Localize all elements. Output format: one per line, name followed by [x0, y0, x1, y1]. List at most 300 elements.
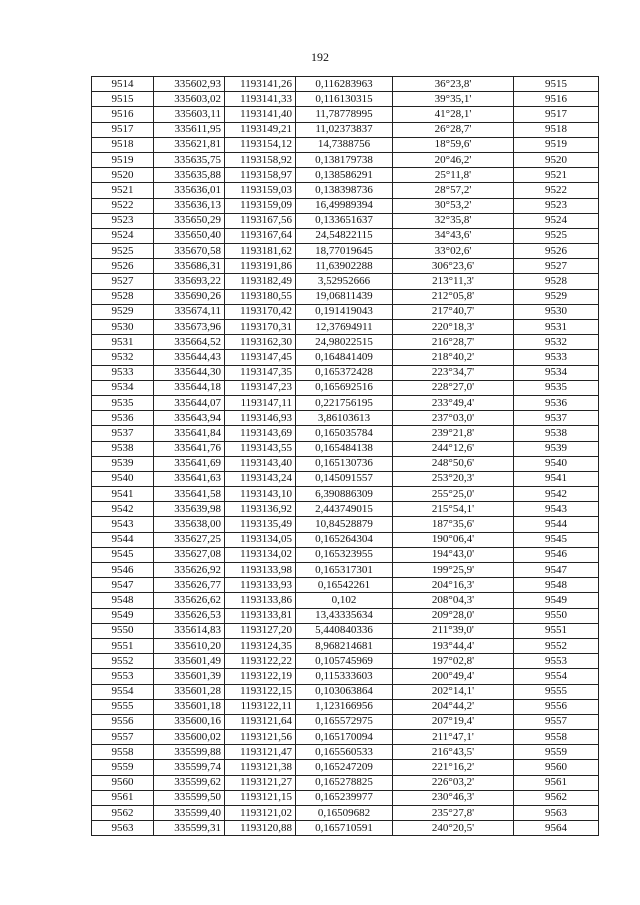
distance-cell: 3,86103613	[296, 411, 393, 426]
y-coordinate-cell: 1193158,92	[225, 152, 296, 167]
y-coordinate-cell: 1193191,86	[225, 259, 296, 274]
next-point-cell: 9545	[514, 532, 599, 547]
point-number-cell: 9541	[92, 487, 154, 502]
x-coordinate-cell: 335641,84	[154, 426, 225, 441]
bearing-cell: 212°05,8'	[393, 289, 514, 304]
x-coordinate-cell: 335664,52	[154, 335, 225, 350]
bearing-cell: 197°02,8'	[393, 654, 514, 669]
table-row	[92, 228, 599, 243]
y-coordinate-cell: 1193147,11	[225, 395, 296, 410]
table-row	[92, 775, 599, 790]
y-coordinate-cell: 1193159,03	[225, 183, 296, 198]
point-number-cell: 9561	[92, 790, 154, 805]
bearing-cell: 193°44,4'	[393, 638, 514, 653]
bearing-cell: 33°02,6'	[393, 244, 514, 259]
next-point-cell: 9547	[514, 563, 599, 578]
table-row	[92, 274, 599, 289]
next-point-cell: 9524	[514, 213, 599, 228]
y-coordinate-cell: 1193182,49	[225, 274, 296, 289]
table-row	[92, 638, 599, 653]
table-row	[92, 320, 599, 335]
point-number-cell: 9536	[92, 411, 154, 426]
next-point-cell: 9528	[514, 274, 599, 289]
table-row	[92, 198, 599, 213]
next-point-cell: 9557	[514, 714, 599, 729]
next-point-cell: 9537	[514, 411, 599, 426]
distance-cell: 12,37694911	[296, 320, 393, 335]
bearing-cell: 41°28,1'	[393, 107, 514, 122]
table-row	[92, 714, 599, 729]
table-row	[92, 411, 599, 426]
distance-cell: 1,123166956	[296, 699, 393, 714]
x-coordinate-cell: 335601,28	[154, 684, 225, 699]
bearing-cell: 200°49,4'	[393, 669, 514, 684]
table-row	[92, 547, 599, 562]
bearing-cell: 239°21,8'	[393, 426, 514, 441]
bearing-cell: 216°43,5'	[393, 745, 514, 760]
distance-cell: 0,165278825	[296, 775, 393, 790]
table-row	[92, 487, 599, 502]
x-coordinate-cell: 335650,29	[154, 213, 225, 228]
point-number-cell: 9546	[92, 563, 154, 578]
next-point-cell: 9518	[514, 122, 599, 137]
point-number-cell: 9543	[92, 517, 154, 532]
y-coordinate-cell: 1193134,02	[225, 547, 296, 562]
y-coordinate-cell: 1193124,35	[225, 638, 296, 653]
next-point-cell: 9553	[514, 654, 599, 669]
bearing-cell: 204°16,3'	[393, 578, 514, 593]
bearing-cell: 215°54,1'	[393, 502, 514, 517]
next-point-cell: 9559	[514, 745, 599, 760]
next-point-cell: 9521	[514, 168, 599, 183]
point-number-cell: 9516	[92, 107, 154, 122]
distance-cell: 0,221756195	[296, 395, 393, 410]
y-coordinate-cell: 1193122,22	[225, 654, 296, 669]
distance-cell: 3,52952666	[296, 274, 393, 289]
next-point-cell: 9522	[514, 183, 599, 198]
x-coordinate-cell: 335600,16	[154, 714, 225, 729]
x-coordinate-cell: 335638,00	[154, 517, 225, 532]
x-coordinate-cell: 335644,30	[154, 365, 225, 380]
point-number-cell: 9523	[92, 213, 154, 228]
bearing-cell: 235°27,8'	[393, 806, 514, 821]
point-number-cell: 9522	[92, 198, 154, 213]
next-point-cell: 9535	[514, 380, 599, 395]
table-row	[92, 441, 599, 456]
next-point-cell: 9540	[514, 456, 599, 471]
bearing-cell: 202°14,1'	[393, 684, 514, 699]
table-row	[92, 244, 599, 259]
next-point-cell: 9529	[514, 289, 599, 304]
distance-cell: 18,77019645	[296, 244, 393, 259]
y-coordinate-cell: 1193121,15	[225, 790, 296, 805]
x-coordinate-cell: 335599,31	[154, 821, 225, 836]
bearing-cell: 228°27,0'	[393, 380, 514, 395]
table-row	[92, 350, 599, 365]
distance-cell: 0,16509682	[296, 806, 393, 821]
point-number-cell: 9531	[92, 335, 154, 350]
x-coordinate-cell: 335601,49	[154, 654, 225, 669]
y-coordinate-cell: 1193149,21	[225, 122, 296, 137]
bearing-cell: 26°28,7'	[393, 122, 514, 137]
point-number-cell: 9556	[92, 714, 154, 729]
bearing-cell: 218°40,2'	[393, 350, 514, 365]
next-point-cell: 9517	[514, 107, 599, 122]
y-coordinate-cell: 1193121,56	[225, 730, 296, 745]
x-coordinate-cell: 335641,63	[154, 471, 225, 486]
table-row	[92, 92, 599, 107]
y-coordinate-cell: 1193143,69	[225, 426, 296, 441]
next-point-cell: 9539	[514, 441, 599, 456]
point-number-cell: 9554	[92, 684, 154, 699]
point-number-cell: 9534	[92, 380, 154, 395]
point-number-cell: 9517	[92, 122, 154, 137]
point-number-cell: 9538	[92, 441, 154, 456]
distance-cell: 16,49989394	[296, 198, 393, 213]
x-coordinate-cell: 335644,43	[154, 350, 225, 365]
bearing-cell: 190°06,4'	[393, 532, 514, 547]
bearing-cell: 253°20,3'	[393, 471, 514, 486]
bearing-cell: 211°39,0'	[393, 623, 514, 638]
x-coordinate-cell: 335599,74	[154, 760, 225, 775]
y-coordinate-cell: 1193143,24	[225, 471, 296, 486]
distance-cell: 0,165247209	[296, 760, 393, 775]
table-row	[92, 623, 599, 638]
x-coordinate-cell: 335599,50	[154, 790, 225, 805]
distance-cell: 0,164841409	[296, 350, 393, 365]
distance-cell: 0,165560533	[296, 745, 393, 760]
next-point-cell: 9530	[514, 304, 599, 319]
table-row	[92, 137, 599, 152]
bearing-cell: 36°23,8'	[393, 77, 514, 92]
next-point-cell: 9564	[514, 821, 599, 836]
point-number-cell: 9521	[92, 183, 154, 198]
distance-cell: 19,06811439	[296, 289, 393, 304]
x-coordinate-cell: 335603,02	[154, 92, 225, 107]
y-coordinate-cell: 1193121,27	[225, 775, 296, 790]
x-coordinate-cell: 335601,18	[154, 699, 225, 714]
table-row	[92, 289, 599, 304]
bearing-cell: 213°11,3'	[393, 274, 514, 289]
point-number-cell: 9562	[92, 806, 154, 821]
table-row	[92, 669, 599, 684]
point-number-cell: 9551	[92, 638, 154, 653]
y-coordinate-cell: 1193147,35	[225, 365, 296, 380]
table-row	[92, 380, 599, 395]
bearing-cell: 30°53,2'	[393, 198, 514, 213]
distance-cell: 0,165692516	[296, 380, 393, 395]
bearing-cell: 240°20,5'	[393, 821, 514, 836]
next-point-cell: 9546	[514, 547, 599, 562]
distance-cell: 0,165317301	[296, 563, 393, 578]
table-row	[92, 730, 599, 745]
bearing-cell: 211°47,1'	[393, 730, 514, 745]
x-coordinate-cell: 335636,01	[154, 183, 225, 198]
table-row	[92, 578, 599, 593]
x-coordinate-cell: 335636,13	[154, 198, 225, 213]
y-coordinate-cell: 1193162,30	[225, 335, 296, 350]
y-coordinate-cell: 1193122,11	[225, 699, 296, 714]
point-number-cell: 9539	[92, 456, 154, 471]
distance-cell: 11,78778995	[296, 107, 393, 122]
next-point-cell: 9551	[514, 623, 599, 638]
table-row	[92, 517, 599, 532]
next-point-cell: 9534	[514, 365, 599, 380]
table-row	[92, 593, 599, 608]
next-point-cell: 9558	[514, 730, 599, 745]
x-coordinate-cell: 335610,20	[154, 638, 225, 653]
x-coordinate-cell: 335673,96	[154, 320, 225, 335]
next-point-cell: 9544	[514, 517, 599, 532]
x-coordinate-cell: 335611,95	[154, 122, 225, 137]
y-coordinate-cell: 1193135,49	[225, 517, 296, 532]
distance-cell: 24,98022515	[296, 335, 393, 350]
next-point-cell: 9526	[514, 244, 599, 259]
x-coordinate-cell: 335626,92	[154, 563, 225, 578]
point-number-cell: 9542	[92, 502, 154, 517]
bearing-cell: 199°25,9'	[393, 563, 514, 578]
x-coordinate-cell: 335599,88	[154, 745, 225, 760]
next-point-cell: 9561	[514, 775, 599, 790]
x-coordinate-cell: 335626,62	[154, 593, 225, 608]
table-row	[92, 168, 599, 183]
distance-cell: 0,165035784	[296, 426, 393, 441]
coordinates-table-body	[92, 77, 599, 836]
distance-cell: 2,443749015	[296, 502, 393, 517]
y-coordinate-cell: 1193159,09	[225, 198, 296, 213]
y-coordinate-cell: 1193133,93	[225, 578, 296, 593]
y-coordinate-cell: 1193127,20	[225, 623, 296, 638]
table-row	[92, 745, 599, 760]
bearing-cell: 18°59,6'	[393, 137, 514, 152]
next-point-cell: 9519	[514, 137, 599, 152]
bearing-cell: 207°19,4'	[393, 714, 514, 729]
point-number-cell: 9524	[92, 228, 154, 243]
point-number-cell: 9529	[92, 304, 154, 319]
y-coordinate-cell: 1193133,86	[225, 593, 296, 608]
y-coordinate-cell: 1193133,81	[225, 608, 296, 623]
point-number-cell: 9549	[92, 608, 154, 623]
bearing-cell: 233°49,4'	[393, 395, 514, 410]
next-point-cell: 9563	[514, 806, 599, 821]
y-coordinate-cell: 1193141,40	[225, 107, 296, 122]
point-number-cell: 9548	[92, 593, 154, 608]
next-point-cell: 9538	[514, 426, 599, 441]
distance-cell: 0,133651637	[296, 213, 393, 228]
page-number: 192	[311, 50, 329, 64]
x-coordinate-cell: 335635,75	[154, 152, 225, 167]
next-point-cell: 9532	[514, 335, 599, 350]
table-row	[92, 365, 599, 380]
distance-cell: 5,440840336	[296, 623, 393, 638]
y-coordinate-cell: 1193147,45	[225, 350, 296, 365]
point-number-cell: 9545	[92, 547, 154, 562]
y-coordinate-cell: 1193120,88	[225, 821, 296, 836]
bearing-cell: 226°03,2'	[393, 775, 514, 790]
next-point-cell: 9549	[514, 593, 599, 608]
x-coordinate-cell: 335644,07	[154, 395, 225, 410]
point-number-cell: 9550	[92, 623, 154, 638]
x-coordinate-cell: 335599,40	[154, 806, 225, 821]
distance-cell: 0,165484138	[296, 441, 393, 456]
distance-cell: 0,165170094	[296, 730, 393, 745]
point-number-cell: 9515	[92, 92, 154, 107]
bearing-cell: 306°23,6'	[393, 259, 514, 274]
point-number-cell: 9537	[92, 426, 154, 441]
table-row	[92, 77, 599, 92]
x-coordinate-cell: 335626,77	[154, 578, 225, 593]
distance-cell: 0,102	[296, 593, 393, 608]
x-coordinate-cell: 335627,08	[154, 547, 225, 562]
point-number-cell: 9525	[92, 244, 154, 259]
x-coordinate-cell: 335670,58	[154, 244, 225, 259]
table-row	[92, 335, 599, 350]
next-point-cell: 9555	[514, 684, 599, 699]
table-row	[92, 684, 599, 699]
bearing-cell: 248°50,6'	[393, 456, 514, 471]
table-row	[92, 122, 599, 137]
distance-cell: 24,54822115	[296, 228, 393, 243]
y-coordinate-cell: 1193143,40	[225, 456, 296, 471]
next-point-cell: 9527	[514, 259, 599, 274]
point-number-cell: 9518	[92, 137, 154, 152]
point-number-cell: 9559	[92, 760, 154, 775]
y-coordinate-cell: 1193141,33	[225, 92, 296, 107]
point-number-cell: 9535	[92, 395, 154, 410]
bearing-cell: 244°12,6'	[393, 441, 514, 456]
y-coordinate-cell: 1193154,12	[225, 137, 296, 152]
y-coordinate-cell: 1193181,62	[225, 244, 296, 259]
bearing-cell: 220°18,3'	[393, 320, 514, 335]
y-coordinate-cell: 1193147,23	[225, 380, 296, 395]
distance-cell: 0,116130315	[296, 92, 393, 107]
next-point-cell: 9543	[514, 502, 599, 517]
table-row	[92, 426, 599, 441]
bearing-cell: 237°03,0'	[393, 411, 514, 426]
next-point-cell: 9550	[514, 608, 599, 623]
distance-cell: 8,968214681	[296, 638, 393, 653]
y-coordinate-cell: 1193136,92	[225, 502, 296, 517]
y-coordinate-cell: 1193180,55	[225, 289, 296, 304]
point-number-cell: 9540	[92, 471, 154, 486]
point-number-cell: 9519	[92, 152, 154, 167]
distance-cell: 0,165130736	[296, 456, 393, 471]
x-coordinate-cell: 335644,18	[154, 380, 225, 395]
next-point-cell: 9556	[514, 699, 599, 714]
table-row	[92, 395, 599, 410]
next-point-cell: 9533	[514, 350, 599, 365]
table-row	[92, 107, 599, 122]
table-row	[92, 183, 599, 198]
y-coordinate-cell: 1193141,26	[225, 77, 296, 92]
bearing-cell: 221°16,2'	[393, 760, 514, 775]
point-number-cell: 9563	[92, 821, 154, 836]
distance-cell: 0,165572975	[296, 714, 393, 729]
distance-cell: 0,105745969	[296, 654, 393, 669]
point-number-cell: 9552	[92, 654, 154, 669]
distance-cell: 0,138179738	[296, 152, 393, 167]
x-coordinate-cell: 335693,22	[154, 274, 225, 289]
x-coordinate-cell: 335602,93	[154, 77, 225, 92]
point-number-cell: 9547	[92, 578, 154, 593]
next-point-cell: 9531	[514, 320, 599, 335]
point-number-cell: 9520	[92, 168, 154, 183]
x-coordinate-cell: 335614,83	[154, 623, 225, 638]
point-number-cell: 9532	[92, 350, 154, 365]
bearing-cell: 194°43,0'	[393, 547, 514, 562]
distance-cell: 14,7388756	[296, 137, 393, 152]
point-number-cell: 9533	[92, 365, 154, 380]
distance-cell: 0,116283963	[296, 77, 393, 92]
x-coordinate-cell: 335643,94	[154, 411, 225, 426]
y-coordinate-cell: 1193134,05	[225, 532, 296, 547]
table-row	[92, 806, 599, 821]
bearing-cell: 255°25,0'	[393, 487, 514, 502]
point-number-cell: 9560	[92, 775, 154, 790]
distance-cell: 11,63902288	[296, 259, 393, 274]
table-row	[92, 563, 599, 578]
y-coordinate-cell: 1193121,64	[225, 714, 296, 729]
table-row	[92, 259, 599, 274]
next-point-cell: 9560	[514, 760, 599, 775]
point-number-cell: 9514	[92, 77, 154, 92]
next-point-cell: 9562	[514, 790, 599, 805]
distance-cell: 0,115333603	[296, 669, 393, 684]
x-coordinate-cell: 335626,53	[154, 608, 225, 623]
y-coordinate-cell: 1193133,98	[225, 563, 296, 578]
next-point-cell: 9525	[514, 228, 599, 243]
next-point-cell: 9520	[514, 152, 599, 167]
distance-cell: 6,390886309	[296, 487, 393, 502]
next-point-cell: 9541	[514, 471, 599, 486]
table-row	[92, 821, 599, 836]
x-coordinate-cell: 335650,40	[154, 228, 225, 243]
distance-cell: 0,145091557	[296, 471, 393, 486]
next-point-cell: 9516	[514, 92, 599, 107]
x-coordinate-cell: 335599,62	[154, 775, 225, 790]
table-row	[92, 760, 599, 775]
bearing-cell: 39°35,1'	[393, 92, 514, 107]
next-point-cell: 9536	[514, 395, 599, 410]
next-point-cell: 9523	[514, 198, 599, 213]
distance-cell: 0,165372428	[296, 365, 393, 380]
x-coordinate-cell: 335641,76	[154, 441, 225, 456]
bearing-cell: 204°44,2'	[393, 699, 514, 714]
y-coordinate-cell: 1193122,15	[225, 684, 296, 699]
table-row	[92, 456, 599, 471]
x-coordinate-cell: 335600,02	[154, 730, 225, 745]
point-number-cell: 9553	[92, 669, 154, 684]
x-coordinate-cell: 335641,58	[154, 487, 225, 502]
table-row	[92, 213, 599, 228]
distance-cell: 0,165710591	[296, 821, 393, 836]
table-row	[92, 304, 599, 319]
distance-cell: 11,02373837	[296, 122, 393, 137]
bearing-cell: 20°46,2'	[393, 152, 514, 167]
y-coordinate-cell: 1193158,97	[225, 168, 296, 183]
next-point-cell: 9552	[514, 638, 599, 653]
x-coordinate-cell: 335639,98	[154, 502, 225, 517]
point-number-cell: 9544	[92, 532, 154, 547]
bearing-cell: 209°28,0'	[393, 608, 514, 623]
point-number-cell: 9558	[92, 745, 154, 760]
y-coordinate-cell: 1193143,55	[225, 441, 296, 456]
bearing-cell: 217°40,7'	[393, 304, 514, 319]
distance-cell: 0,191419043	[296, 304, 393, 319]
table-row	[92, 790, 599, 805]
bearing-cell: 32°35,8'	[393, 213, 514, 228]
y-coordinate-cell: 1193121,02	[225, 806, 296, 821]
